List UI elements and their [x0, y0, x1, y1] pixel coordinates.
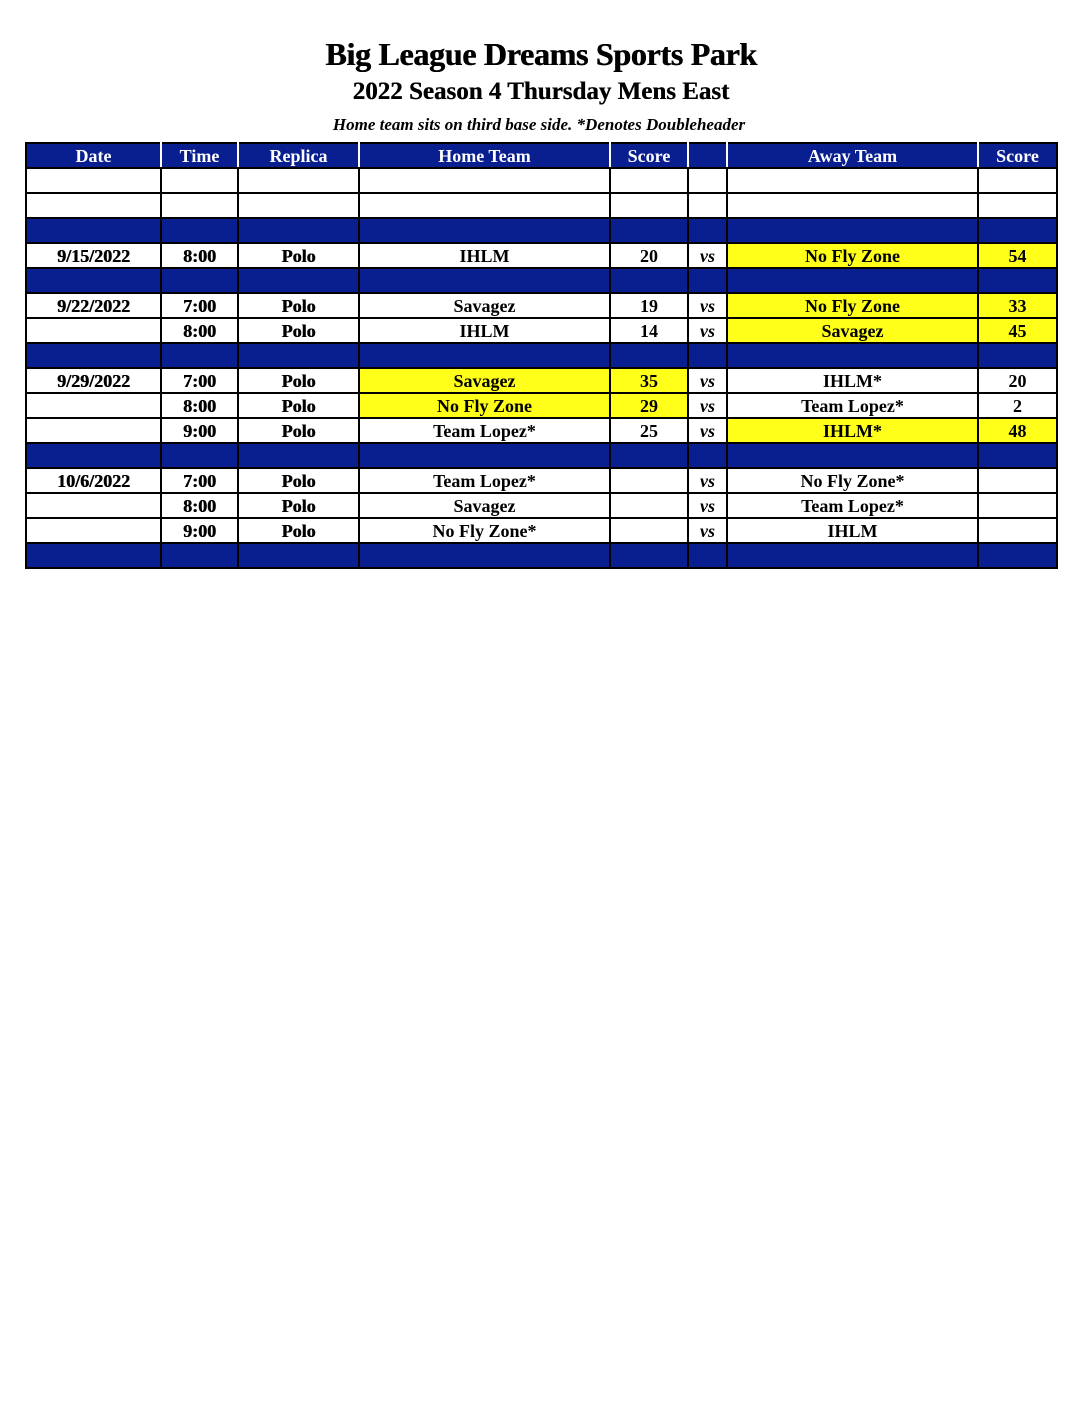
separator-cell — [359, 218, 610, 243]
home-score-cell — [610, 518, 688, 543]
separator-cell — [727, 268, 978, 293]
vs-cell: vs — [688, 393, 727, 418]
separator-cell — [161, 443, 238, 468]
time-cell: 7:00 — [161, 468, 238, 493]
table-row — [26, 293, 1057, 318]
empty-cell — [161, 193, 238, 218]
separator-cell — [26, 343, 161, 368]
home-score-cell: 35 — [610, 368, 688, 393]
home-team-cell: IHLM — [359, 318, 610, 343]
vs-cell: vs — [688, 368, 727, 393]
column-header-home-score: Score — [610, 143, 688, 168]
home-team-cell: Savagez — [359, 493, 610, 518]
replica-cell: Polo — [238, 318, 359, 343]
date-cell — [26, 318, 161, 343]
empty-cell — [26, 168, 161, 193]
separator-cell — [161, 268, 238, 293]
replica-cell: Polo — [238, 393, 359, 418]
home-team-cell: No Fly Zone* — [359, 518, 610, 543]
empty-cell — [727, 193, 978, 218]
table-row — [26, 468, 1057, 493]
separator-cell — [727, 543, 978, 568]
time-cell: 8:00 — [161, 393, 238, 418]
home-score-cell: 20 — [610, 243, 688, 268]
vs-cell: vs — [688, 293, 727, 318]
replica-cell: Polo — [238, 468, 359, 493]
empty-cell — [359, 168, 610, 193]
away-team-cell: No Fly Zone* — [727, 468, 978, 493]
time-cell: 7:00 — [161, 293, 238, 318]
empty-cell — [238, 168, 359, 193]
separator-cell — [610, 218, 688, 243]
separator-cell — [359, 443, 610, 468]
away-team-cell: IHLM* — [727, 368, 978, 393]
separator-cell — [688, 218, 727, 243]
separator-cell — [727, 443, 978, 468]
date-cell — [26, 493, 161, 518]
empty-cell — [610, 168, 688, 193]
time-cell: 9:00 — [161, 418, 238, 443]
separator-row — [26, 543, 1057, 568]
empty-cell — [26, 193, 161, 218]
away-team-cell: No Fly Zone — [727, 293, 978, 318]
table-row — [26, 393, 1057, 418]
empty-cell — [359, 193, 610, 218]
away-score-cell: 33 — [978, 293, 1057, 318]
separator-cell — [238, 268, 359, 293]
table-header-row — [26, 143, 1057, 168]
home-team-cell: Team Lopez* — [359, 468, 610, 493]
separator-cell — [978, 343, 1057, 368]
separator-cell — [610, 543, 688, 568]
date-cell — [26, 518, 161, 543]
separator-row — [26, 443, 1057, 468]
home-score-cell: 19 — [610, 293, 688, 318]
separator-cell — [26, 218, 161, 243]
away-team-cell: IHLM* — [727, 418, 978, 443]
home-score-cell — [610, 468, 688, 493]
separator-cell — [238, 343, 359, 368]
separator-cell — [978, 543, 1057, 568]
column-header-home-team: Home Team — [359, 143, 610, 168]
separator-cell — [359, 343, 610, 368]
separator-cell — [610, 268, 688, 293]
separator-cell — [978, 443, 1057, 468]
table-row — [26, 518, 1057, 543]
home-team-cell: IHLM — [359, 243, 610, 268]
vs-cell: vs — [688, 243, 727, 268]
separator-cell — [238, 443, 359, 468]
empty-cell — [688, 193, 727, 218]
time-cell: 8:00 — [161, 493, 238, 518]
separator-cell — [727, 218, 978, 243]
away-score-cell — [978, 493, 1057, 518]
date-cell — [26, 418, 161, 443]
column-header-vs — [688, 143, 727, 168]
away-score-cell: 2 — [978, 393, 1057, 418]
away-team-cell: Team Lopez* — [727, 393, 978, 418]
vs-cell: vs — [688, 318, 727, 343]
home-team-cell: Savagez — [359, 368, 610, 393]
separator-cell — [610, 443, 688, 468]
column-header-replica: Replica — [238, 143, 359, 168]
table-row — [26, 243, 1057, 268]
separator-cell — [26, 543, 161, 568]
time-cell: 8:00 — [161, 243, 238, 268]
column-header-away-score: Score — [978, 143, 1057, 168]
vs-cell: vs — [688, 518, 727, 543]
time-cell: 8:00 — [161, 318, 238, 343]
date-cell: 9/15/2022 — [26, 243, 161, 268]
separator-row — [26, 218, 1057, 243]
column-header-date: Date — [26, 143, 161, 168]
home-team-cell: No Fly Zone — [359, 393, 610, 418]
table-row — [26, 418, 1057, 443]
separator-cell — [978, 218, 1057, 243]
table-row — [26, 318, 1057, 343]
separator-cell — [688, 543, 727, 568]
home-score-cell: 14 — [610, 318, 688, 343]
column-header-away-team: Away Team — [727, 143, 978, 168]
separator-cell — [161, 543, 238, 568]
away-team-cell: Team Lopez* — [727, 493, 978, 518]
separator-row — [26, 268, 1057, 293]
replica-cell: Polo — [238, 493, 359, 518]
vs-cell: vs — [688, 418, 727, 443]
separator-cell — [359, 268, 610, 293]
away-team-cell: IHLM — [727, 518, 978, 543]
date-cell: 9/29/2022 — [26, 368, 161, 393]
empty-cell — [688, 168, 727, 193]
replica-cell: Polo — [238, 418, 359, 443]
away-score-cell: 48 — [978, 418, 1057, 443]
empty-row — [26, 193, 1057, 218]
separator-cell — [161, 343, 238, 368]
vs-cell: vs — [688, 493, 727, 518]
away-score-cell: 54 — [978, 243, 1057, 268]
separator-cell — [359, 543, 610, 568]
date-cell: 9/22/2022 — [26, 293, 161, 318]
vs-cell: vs — [688, 468, 727, 493]
away-team-cell: Savagez — [727, 318, 978, 343]
away-score-cell — [978, 468, 1057, 493]
home-team-cell: Savagez — [359, 293, 610, 318]
empty-cell — [978, 193, 1057, 218]
page-title: Big League Dreams Sports Park — [325, 36, 757, 72]
away-team-cell: No Fly Zone — [727, 243, 978, 268]
separator-cell — [978, 268, 1057, 293]
separator-cell — [161, 218, 238, 243]
home-team-cell: Team Lopez* — [359, 418, 610, 443]
away-score-cell: 20 — [978, 368, 1057, 393]
schedule-table — [25, 142, 1058, 569]
column-header-time: Time — [161, 143, 238, 168]
schedule-body — [26, 168, 1057, 568]
away-score-cell — [978, 518, 1057, 543]
table-row — [26, 493, 1057, 518]
away-score-cell: 45 — [978, 318, 1057, 343]
separator-cell — [238, 218, 359, 243]
separator-cell — [688, 268, 727, 293]
table-row — [26, 368, 1057, 393]
replica-cell: Polo — [238, 293, 359, 318]
home-score-cell — [610, 493, 688, 518]
empty-cell — [238, 193, 359, 218]
page-subtitle: 2022 Season 4 Thursday Mens East — [352, 78, 730, 105]
date-cell: 10/6/2022 — [26, 468, 161, 493]
empty-cell — [727, 168, 978, 193]
empty-row — [26, 168, 1057, 193]
separator-cell — [238, 543, 359, 568]
separator-cell — [26, 443, 161, 468]
empty-cell — [161, 168, 238, 193]
date-cell — [26, 393, 161, 418]
separator-cell — [610, 343, 688, 368]
time-cell: 7:00 — [161, 368, 238, 393]
time-cell: 9:00 — [161, 518, 238, 543]
home-score-cell: 25 — [610, 418, 688, 443]
separator-cell — [26, 268, 161, 293]
schedule-note: Home team sits on third base side. *Denotes Doubleheader — [332, 115, 746, 134]
separator-row — [26, 343, 1057, 368]
separator-cell — [688, 443, 727, 468]
replica-cell: Polo — [238, 243, 359, 268]
home-score-cell: 29 — [610, 393, 688, 418]
separator-cell — [688, 343, 727, 368]
separator-cell — [727, 343, 978, 368]
replica-cell: Polo — [238, 518, 359, 543]
replica-cell: Polo — [238, 368, 359, 393]
empty-cell — [978, 168, 1057, 193]
empty-cell — [610, 193, 688, 218]
